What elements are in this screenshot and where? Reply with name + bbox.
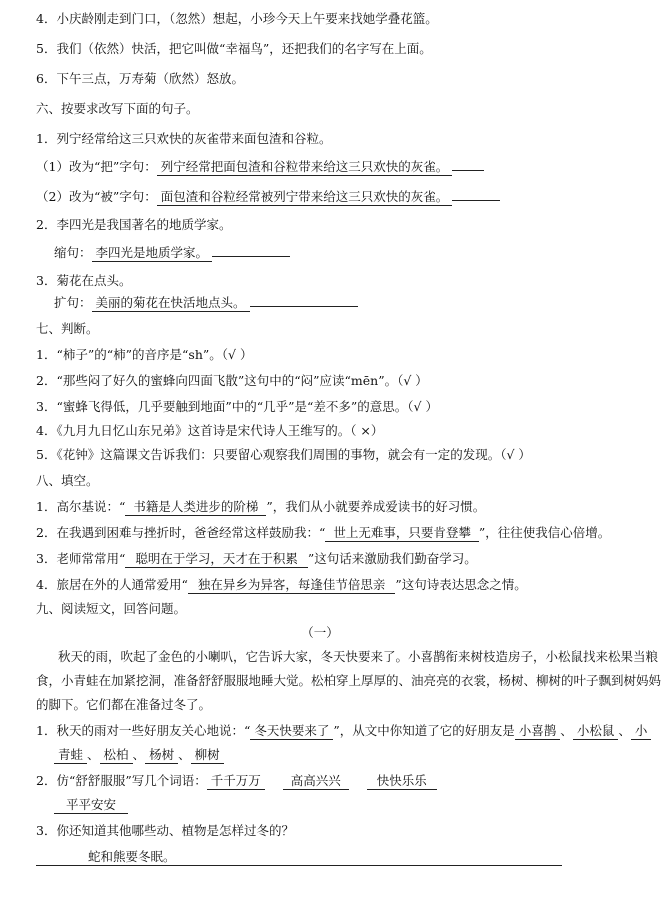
section-8-title: 八、填空。 — [36, 473, 99, 488]
word-1: 千千万万 — [207, 773, 265, 790]
fill-1-suffix: ”，我们从小就要养成爱读书的好习惯。 — [266, 499, 486, 514]
reading-q3-answer: 蛇和熊要冬眠。 — [36, 849, 562, 866]
bei-sentence-answer: 面包渣和谷粒经常被列宁带来给这三只欢快的灰雀。 — [157, 189, 453, 206]
passage-line-3: 的脚下。它们都在准备过冬了。 — [36, 697, 212, 712]
expand-sentence — [54, 294, 358, 312]
fill-1-answer: 书籍是人类进步的阶梯 — [125, 499, 266, 516]
shrink-label: 缩句： — [54, 245, 92, 260]
reading-q1-answer: 冬天快要来了 — [250, 723, 333, 740]
word-3: 快快乐乐 — [367, 773, 437, 790]
reading-q2-prefix: 2．仿“舒舒服服”写几个词语： — [36, 773, 207, 788]
reading-q3-answer-line — [36, 848, 562, 866]
ba-sentence-label: （1）改为“把”字句： — [36, 159, 157, 174]
word-2: 高高兴兴 — [283, 773, 349, 790]
reading-q1-friends-cont: 青蛙 、 松柏 、 杨树 、 柳树 — [54, 746, 224, 764]
fill-3-suffix: ”这句话来激励我们勤奋学习。 — [307, 551, 477, 566]
expand-label: 扩句： — [54, 295, 92, 310]
section-6-item-1a — [36, 158, 484, 176]
judge-1: 1．“柿子”的“柿”的音序是“sh”。（√ ） — [36, 347, 253, 362]
reading-q1: 1．秋天的雨对一些好朋友关心地说：“ 冬天快要来了 ”，从文中你知道了它的好朋友是 小喜鹊 、 小松鼠 、 小 — [36, 722, 651, 740]
judge-4: 4．《九月九日忆山东兄弟》这首诗是宋代诗人王维写的。（ ×） — [36, 423, 384, 438]
section-6-item-1: 1．列宁经常给这三只欢快的灰雀带来面包渣和谷粒。 — [36, 131, 332, 146]
passage-line-1: 秋天的雨，吹起了金色的小喇叭，它告诉大家，冬天快要来了。小喜鹊衔来树枝造房子，小松鼠找来松果当粮 — [58, 649, 659, 664]
fill-2 — [36, 524, 610, 542]
shrink-sentence — [54, 244, 290, 262]
passage-part-label: （一） — [301, 625, 339, 640]
reading-q2-cont — [54, 796, 128, 814]
passage-line-2: 食，小青蛙在加紧挖洞，准备舒舒服服地睡大觉。松柏穿上厚厚的、油亮亮的衣裳，杨树、柳树的叶子飘到树妈妈 — [36, 673, 661, 688]
fill-2-prefix: 2．在我遇到困难与挫折时，爸爸经常这样鼓励我：“ — [36, 525, 326, 540]
fill-3-prefix: 3．老师常常用“ — [36, 551, 126, 566]
word-4: 平平安安 — [54, 797, 128, 814]
fill-4 — [36, 576, 527, 594]
friend-1: 小喜鹊 — [515, 723, 561, 740]
section-6-item-3: 3．菊花在点头。 — [36, 273, 132, 288]
friend-4: 松柏 — [100, 747, 133, 764]
friend-3-end: 青蛙 — [54, 747, 87, 764]
reading-q3: 3．你还知道其他哪些动、植物是怎样过冬的？ — [36, 823, 294, 838]
friend-3-start: 小 — [631, 723, 652, 740]
judge-3: 3．“蜜蜂飞得低，几乎要触到地面”中的“几乎”是“差不多”的意思。（√ ） — [36, 399, 438, 414]
ba-sentence-answer: 列宁经常把面包渣和谷粒带来给这三只欢快的灰雀。 — [157, 159, 453, 176]
section-6-item-1b — [36, 188, 500, 206]
bei-sentence-label: （2）改为“被”字句： — [36, 189, 157, 204]
question-5: 5．我们（依然）快活，把它叫做“幸福鸟”，还把我们的名字写在上面。 — [36, 41, 432, 56]
reading-q2 — [36, 772, 437, 790]
reading-q1-suffix: ”，从文中你知道了它的好朋友是 — [333, 723, 515, 738]
fill-2-answer: 世上无难事，只要肯登攀 — [325, 525, 479, 542]
section-6-item-2: 2．李四光是我国著名的地质学家。 — [36, 217, 232, 232]
fill-1-prefix: 1．高尔基说：“ — [36, 499, 126, 514]
reading-q1-prefix: 1．秋天的雨对一些好朋友关心地说：“ — [36, 723, 251, 738]
fill-3 — [36, 550, 477, 568]
fill-4-answer: 独在异乡为异客，每逢佳节倍思亲 — [188, 577, 396, 594]
shrink-answer: 李四光是地质学家。 — [92, 245, 213, 262]
section-7-title: 七、判断。 — [36, 321, 99, 336]
question-6: 6．下午三点，万寿菊（欣然）怒放。 — [36, 71, 244, 86]
friend-5: 杨树 — [145, 747, 178, 764]
fill-1 — [36, 498, 485, 516]
judge-2: 2．“那些闷了好久的蜜蜂向四面飞散”这句中的“闷”应读“mēn”。（√ ） — [36, 373, 428, 388]
friend-2: 小松鼠 — [573, 723, 619, 740]
fill-4-prefix: 4．旅居在外的人通常爱用“ — [36, 577, 188, 592]
fill-4-suffix: ”这句诗表达思念之情。 — [395, 577, 527, 592]
fill-2-suffix: ”，往往使我信心倍增。 — [478, 525, 611, 540]
question-4: 4．小庆龄刚走到门口，（忽然）想起，小珍今天上午要来找她学叠花篮。 — [36, 11, 438, 26]
friend-6: 柳树 — [191, 747, 224, 764]
fill-3-answer: 聪明在于学习，天才在于积累 — [125, 551, 308, 568]
expand-answer: 美丽的菊花在快活地点头。 — [92, 295, 250, 312]
section-6-title: 六、按要求改写下面的句子。 — [36, 101, 199, 116]
judge-5: 5．《花钟》这篇课文告诉我们：只要留心观察我们周围的事物，就会有一定的发现。（√ ） — [36, 447, 531, 462]
section-9-title: 九、阅读短文，回答问题。 — [36, 601, 187, 616]
